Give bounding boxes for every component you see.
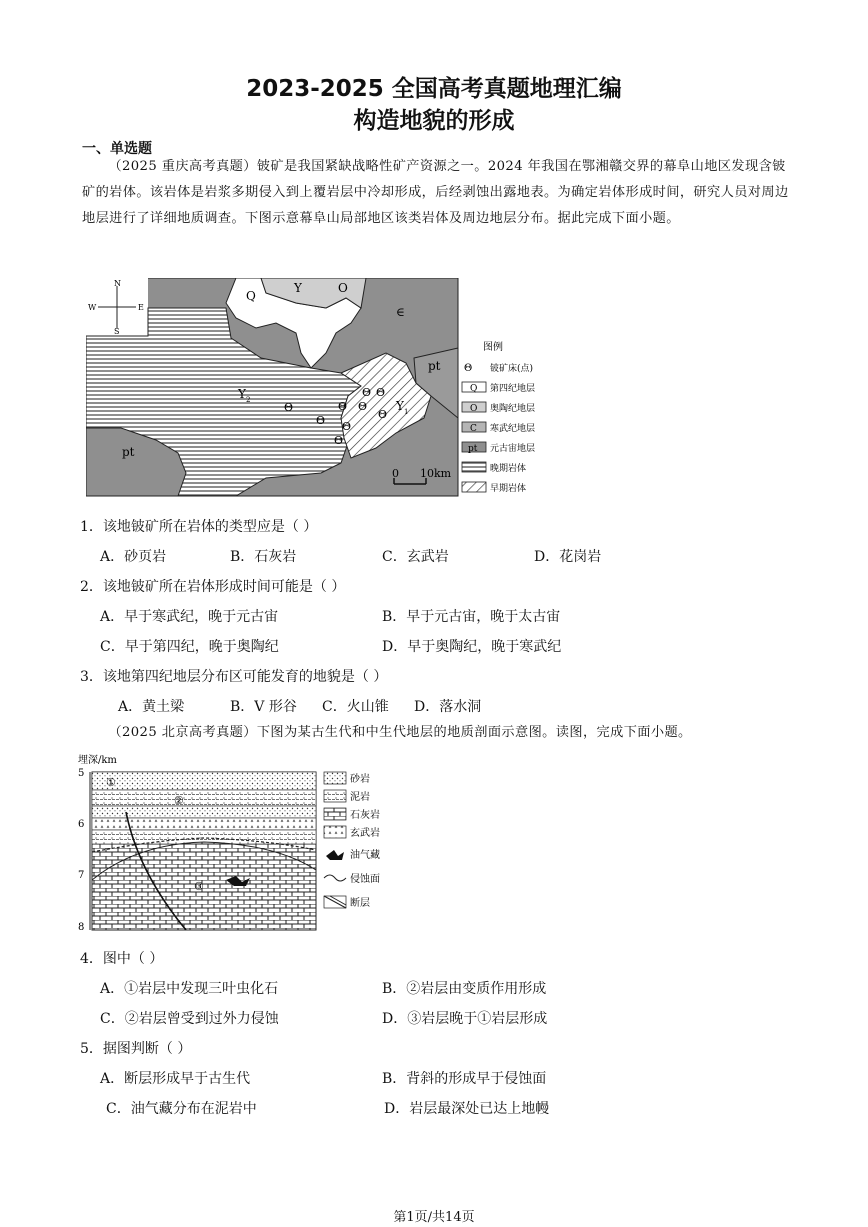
geologic-profile-figure [76, 752, 396, 938]
layer-label-2: ② [174, 794, 184, 807]
svg-text:Q: Q [470, 384, 478, 394]
svg-text:第四纪地层: 第四纪地层 [490, 384, 536, 394]
layer-sandstone-top [92, 772, 316, 790]
legend-basalt: 玄武岩 [350, 828, 380, 839]
q5-option-b[interactable]: B．背斜的形成早于侵蚀面 [382, 1071, 547, 1087]
tick-label-6: 6 [78, 819, 85, 830]
scale-distance: 10km [420, 467, 452, 480]
map-label-y1: Y [396, 399, 404, 413]
legend-item-deposit [464, 362, 533, 374]
legend-erosion: 侵蚀面 [350, 874, 380, 885]
page-footer: 第1页/共14页 [393, 1210, 475, 1225]
svg-text:晚期岩体: 晚期岩体 [490, 464, 527, 474]
page-title: 2023-2025 全国高考真题地理汇编 [246, 76, 622, 102]
compass-s: S [114, 327, 120, 336]
q4-option-a[interactable]: A．①岩层中发现三叶虫化石 [100, 981, 279, 997]
legend-limestone: 石灰岩 [350, 810, 380, 821]
map-label-o: O [338, 281, 348, 295]
legend-mudstone: 泥岩 [350, 792, 370, 803]
scale-zero: 0 [392, 467, 399, 480]
q1-option-b[interactable]: B．石灰岩 [230, 549, 297, 565]
map-label-pt-right: pt [428, 359, 441, 373]
deposit-marker: Θ [338, 400, 348, 413]
question-2: 2．该地铍矿所在岩体形成时间可能是（ ） [80, 579, 346, 595]
q3-option-b[interactable]: B．V 形谷 [230, 699, 297, 715]
passage-1: （2025 重庆高考真题）铍矿是我国紧缺战略性矿产资源之一。2024 年我国在鄂湘赣交界的幕阜山地区发现含铍矿的岩体。该岩体是岩浆多期侵入到上覆岩层中冷却形成，后经剥蚀出露地表。为确定岩体形成时间，研究人员对周边地层进行了详细地质调查。下图示意幕阜山局部地区该类岩体及周边地层分布。据此完成下面小题。 [82, 159, 789, 226]
q4-option-c[interactable]: C．②岩层曾受到过外力侵蚀 [100, 1011, 279, 1027]
q2-option-d[interactable]: D．早于奥陶纪，晚于寒武纪 [382, 639, 562, 655]
layer-basalt [92, 818, 316, 830]
q3-option-c[interactable]: C．火山锥 [322, 699, 389, 715]
deposit-marker: Θ [284, 401, 294, 414]
q4-option-b[interactable]: B．②岩层由变质作用形成 [382, 981, 547, 997]
q3-option-d[interactable]: D．落水洞 [414, 699, 482, 715]
deposit-marker: Θ [376, 386, 386, 399]
layer-label-1: ① [106, 776, 116, 789]
map-label-e: ∈ [396, 305, 405, 319]
tick-label-5: 5 [78, 768, 85, 779]
geologic-map-figure [86, 278, 556, 504]
compass-w: W [88, 303, 97, 312]
q1-option-c[interactable]: C．玄武岩 [382, 549, 449, 565]
svg-text:O: O [470, 404, 478, 414]
q2-option-c[interactable]: C．早于第四纪，晚于奥陶纪 [100, 639, 279, 655]
q3-option-a[interactable]: A．黄土梁 [118, 699, 185, 715]
map-label-q: Q [246, 289, 256, 303]
question-1: 1．该地铍矿所在岩体的类型应是（ ） [80, 519, 318, 535]
svg-text:Θ: Θ [464, 363, 473, 374]
layer-sandstone-2 [92, 806, 316, 818]
legend-title: 图例 [483, 342, 503, 353]
q1-option-a[interactable]: A．砂页岩 [100, 549, 167, 565]
q5-option-a[interactable]: A．断层形成早于古生代 [100, 1071, 251, 1087]
q5-option-d[interactable]: D．岩层最深处已达上地幔 [384, 1101, 550, 1117]
section-heading: 一、单选题 [82, 141, 152, 157]
q2-option-b[interactable]: B．早于元古宙，晚于太古宙 [382, 609, 561, 625]
q1-option-d[interactable]: D．花岗岩 [534, 549, 602, 565]
map-label-y2-sub: 2 [246, 396, 251, 404]
page-subtitle: 构造地貌的形成 [353, 108, 515, 134]
svg-text:元古宙地层: 元古宙地层 [490, 444, 536, 454]
svg-text:寒武纪地层: 寒武纪地层 [490, 424, 536, 434]
profile-axis-title: 埋深/km [78, 755, 117, 766]
legend-sandstone: 砂岩 [350, 774, 370, 785]
geologic-map [86, 278, 556, 500]
question-5: 5．据图判断（ ） [80, 1041, 192, 1057]
svg-text:C: C [470, 424, 477, 434]
compass-e: E [138, 303, 144, 312]
legend-item-early-rock [462, 482, 526, 494]
legend-item-quaternary [462, 382, 535, 394]
layer-label-3: ③ [194, 880, 204, 893]
question-4: 4．图中（ ） [80, 951, 164, 967]
q4-option-d[interactable]: D．③岩层晚于①岩层形成 [382, 1011, 548, 1027]
map-label-y: Y [294, 281, 302, 295]
tick-label-8: 8 [78, 922, 85, 933]
legend-item-cambrian [462, 422, 535, 434]
map-label-y2: Y [238, 387, 246, 401]
compass-n: N [114, 279, 121, 288]
legend-item-proterozoic [462, 442, 535, 454]
svg-text:pt: pt [468, 444, 478, 454]
profile-legend [324, 772, 380, 909]
layer-mudstone [92, 790, 316, 806]
svg-text:早期岩体: 早期岩体 [490, 484, 527, 494]
svg-text:奥陶纪地层: 奥陶纪地层 [490, 404, 536, 414]
passage-2: （2025 北京高考真题）下图为某古生代和中生代地层的地质剖面示意图。读图，完成下面小题。 [108, 725, 692, 740]
deposit-marker: Θ [334, 434, 344, 447]
tick-label-7: 7 [78, 870, 85, 881]
q5-option-c[interactable]: C．油气藏分布在泥岩中 [106, 1101, 257, 1117]
deposit-marker: Θ [362, 386, 372, 399]
map-label-pt-left: pt [122, 445, 135, 459]
deposit-marker: Θ [316, 414, 326, 427]
q2-option-a[interactable]: A．早于寒武纪，晚于元古宙 [100, 609, 279, 625]
deposit-marker: Θ [342, 420, 352, 433]
legend-fault: 断层 [350, 898, 370, 909]
map-label-y1-sub: 1 [404, 408, 409, 416]
deposit-marker: Θ [378, 408, 388, 421]
question-3: 3．该地第四纪地层分布区可能发育的地貌是（ ） [80, 669, 388, 685]
legend-item-ordovician [462, 402, 535, 414]
deposit-marker: Θ [358, 400, 368, 413]
legend-item-late-rock [462, 462, 526, 474]
geologic-profile [76, 752, 396, 934]
legend-oil-gas: 油气藏 [350, 850, 380, 861]
svg-text:铍矿床(点): 铍矿床(点) [490, 364, 534, 374]
